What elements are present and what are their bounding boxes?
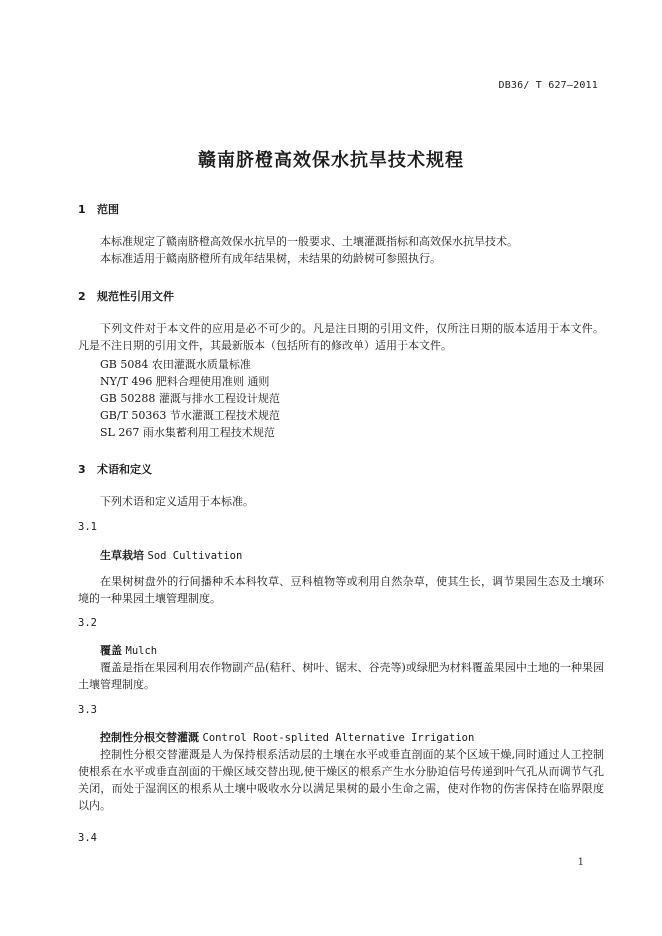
- term-number: 3.3: [78, 704, 97, 716]
- term-english: Sod Cultivation: [147, 550, 243, 562]
- section-number: 1: [78, 203, 86, 216]
- section-number: 3: [78, 463, 86, 476]
- term-heading: [100, 729, 474, 745]
- term-definition: 控制性分根交替灌溉是人为保持根系活动层的土壤在水平或垂直剖面的某个区域干燥,同时通过人工控制使根系在水平或垂直剖面的干燥区域交替出现,使干燥区的根系产生水分胁迫信号传递到叶气孔从而调节气孔关闭，而处于湿润区的根系从土壤中吸收水分以满足果树的最小生命之需，使对作物的伤害保持在临界限度以内。: [78, 748, 604, 812]
- document-title: 赣南脐橙高效保水抗旱技术规程: [198, 150, 464, 171]
- term-chinese: 控制性分根交替灌溉: [100, 731, 199, 744]
- term-definition: 在果树树盘外的行间播种禾本科牧草、豆科植物等或利用自然杂草，使其生长，调节果园生态及土壤环境的一种果园土壤管理制度。: [78, 575, 604, 605]
- section-3-heading: [78, 461, 152, 477]
- section-2-heading: [78, 288, 174, 304]
- reference-item: SL 267 雨水集蓄利用工程技术规范: [100, 426, 275, 439]
- reference-item: GB/T 50363 节水灌溉工程技术规范: [100, 409, 280, 422]
- term-english: Mulch: [125, 645, 158, 657]
- term-chinese: 覆盖: [100, 644, 122, 657]
- reference-item: GB 50288 灌溉与排水工程设计规范: [100, 392, 280, 405]
- section-3-intro: 下列术语和定义适用于本标准。: [100, 495, 254, 508]
- section-number: 2: [78, 290, 86, 303]
- term-definition: 覆盖是指在果园利用农作物副产品(秸秆、树叶、锯末、谷壳等)或绿肥为材料覆盖果园中土地的一种果园土壤管理制度。: [78, 661, 604, 691]
- term-heading: [100, 642, 157, 658]
- standard-code: DB36/ T 627—2011: [498, 80, 598, 91]
- term-number: 3.1: [78, 521, 97, 533]
- term-number: 3.2: [78, 617, 97, 629]
- term-heading: [100, 547, 242, 563]
- section-title: 术语和定义: [97, 463, 152, 476]
- section-2-intro: 下列文件对于本文件的应用是必不可少的。凡是注日期的引用文件，仅所注日期的版本适用于本文件。凡是不注日期的引用文件，其最新版本（包括所有的修改单）适用于本文件。: [78, 322, 604, 352]
- term-chinese: 生草栽培: [100, 549, 144, 562]
- section-title: 规范性引用文件: [97, 290, 174, 303]
- section-1-paragraph-2: 本标准适用于赣南脐橙所有成年结果树，未结果的幼龄树可参照执行。: [100, 252, 441, 265]
- section-1-paragraph-1: 本标准规定了赣南脐橙高效保水抗旱的一般要求、土壤灌溉指标和高效保水抗旱技术。: [100, 235, 518, 248]
- reference-item: GB 5084 农田灌溉水质量标准: [100, 358, 251, 371]
- term-number: 3.4: [78, 832, 97, 844]
- term-english: Control Root-splited Alternative Irrigation: [202, 732, 475, 744]
- section-title: 范围: [97, 203, 119, 216]
- reference-item: NY/T 496 肥料合理使用准则 通则: [100, 375, 270, 388]
- page-number: 1: [577, 857, 584, 868]
- section-1-heading: [78, 201, 119, 217]
